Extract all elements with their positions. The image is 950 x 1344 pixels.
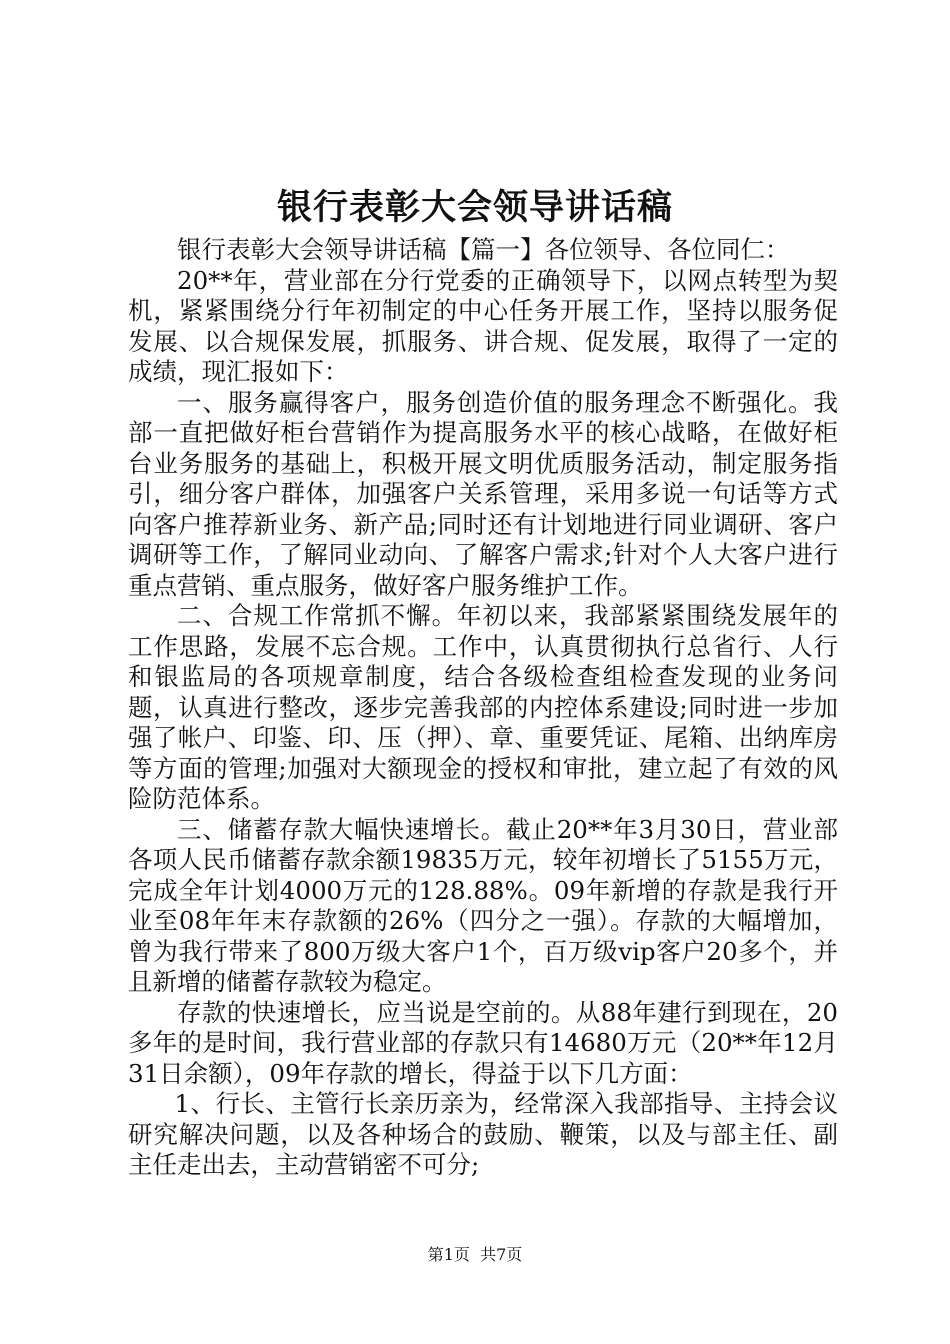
paragraph-intro: 20**年，营业部在分行党委的正确领导下，以网点转型为契机，紧紧围绕分行年初制定的中心任务开展工作，坚持以服务促发展、以合规保发展，抓服务、讲合规、促发展，取得了一定的成绩，现汇报如下： [128,265,838,386]
document-body [128,235,838,1181]
page-footer [0,1245,950,1265]
paragraph-service: 一、服务赢得客户，服务创造价值的服务理念不断强化。我部一直把做好柜台营销作为提高服务水平的核心战略，在做好柜台业务服务的基础上，积极开展文明优质服务活动，制定服务指引，细分客户群体，加强客户关系管理，采用多说一句话等方式向客户推荐新业务、新产品;同时还有计划地进行同业调研、客户调研等工作，了解同业动向、了解客户需求;针对个人大客户进行重点营销、重点服务，做好客户服务维护工作。 [128,387,838,600]
document-title: 银行表彰大会领导讲话稿 [276,187,673,228]
paragraph-compliance: 二、合规工作常抓不懈。年初以来，我部紧紧围绕发展年的工作思路，发展不忘合规。工作中，认真贯彻执行总省行、人行和银监局的各项规章制度，结合各级检查组检查发现的业务问题，认真进行整改，逐步完善我部的内控体系建设;同时进一步加强了帐户、印鉴、印、压（押）、章、重要凭证、尾箱、出纳库房等方面的管理;加强对大额现金的授权和审批，建立起了有效的风险防范体系。 [128,601,838,813]
paragraph-greeting: 银行表彰大会领导讲话稿【篇一】各位领导、各位同仁： [177,235,790,264]
paragraph-deposits: 三、储蓄存款大幅快速增长。截止20**年3月30日，营业部各项人民币储蓄存款余额19835万元，较年初增长了5155万元，完成全年计划4000万元的128.88%。09年新增的存款是我行开业至08年年末存款额的26%（四分之一强）。存款的大幅增加，曾为我行带来了800万级大客户1个，百万级vip客户20多个，并且新增的储蓄存款较为稳定。 [128,814,838,996]
paragraph-item-1: 1、行长、主管行长亲历亲为，经常深入我部指导、主持会议研究解决问题，以及各种场合的鼓励、鞭策，以及与部主任、副主任走出去，主动营销密不可分; [128,1089,838,1179]
paragraph-deposit-growth: 存款的快速增长，应当说是空前的。从88年建行到现在，20多年的是时间，我行营业部的存款只有14680万元（20**年12月31日余额），09年存款的增长，得益于以下几方面： [128,997,838,1088]
page-number: 第1页 共7页 [427,1245,523,1264]
